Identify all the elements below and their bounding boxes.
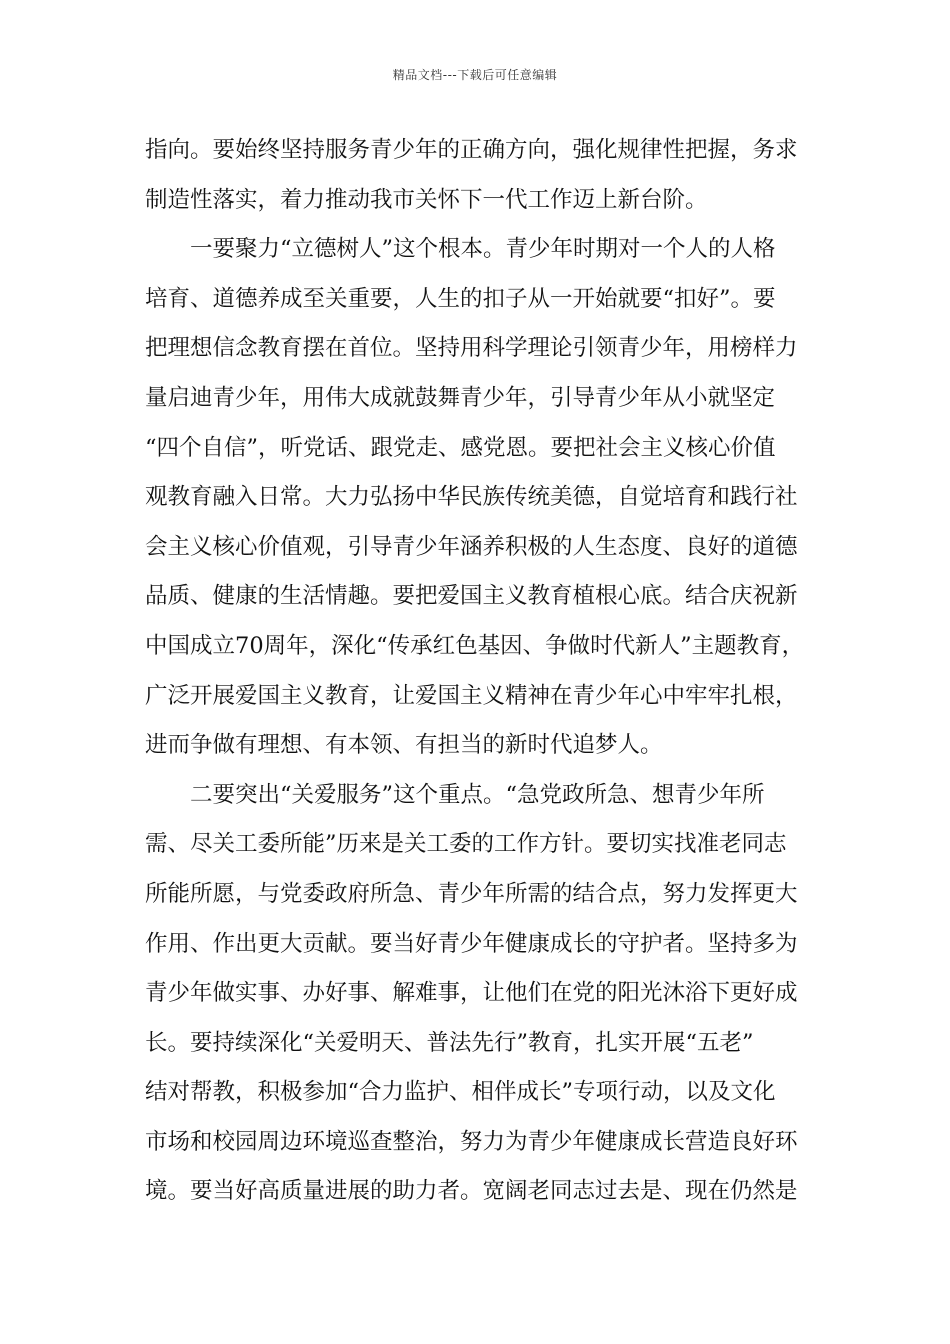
document-body bbox=[145, 126, 825, 1217]
text-line: 青少年做实事、办好事、解难事，让他们在党的阳光沐浴下更好成 bbox=[145, 980, 798, 1007]
text-line: 作用、作出更大贡献。要当好青少年健康成长的守护者。坚持多为 bbox=[145, 930, 798, 957]
text-line: 一要聚力“立德树人”这个根本。青少年时期对一个人的人格 bbox=[145, 236, 776, 263]
text-line: 指向。要始终坚持服务青少年的正确方向，强化规律性把握，务求 bbox=[145, 137, 798, 163]
page-header: 精品文档---下载后可任意编辑 bbox=[392, 68, 558, 82]
text-line: 培育、道德养成至关重要，人生的扣子从一开始就要“扣好”。要 bbox=[145, 285, 776, 312]
text-line: 品质、健康的生活情趣。要把爱国主义教育植根心底。结合庆祝新 bbox=[145, 583, 798, 610]
text-line: 观教育融入日常。大力弘扬中华民族传统美德，自觉培育和践行社 bbox=[145, 484, 798, 511]
text-line: 需、尽关工委所能”历来是关工委的工作方针。要切实找准老同志 bbox=[145, 831, 787, 858]
text-line: 长。要持续深化“关爱明天、普法先行”教育，扎实开展“五老” bbox=[145, 1029, 754, 1056]
text-line: 所能所愿，与党委政府所急、青少年所需的结合点，努力发挥更大 bbox=[145, 880, 798, 907]
text-line: 市场和校园周边环境巡查整治，努力为青少年健康成长营造良好环 bbox=[145, 1128, 798, 1155]
text-line: 二要突出“关爱服务”这个重点。“急党政所急、想青少年所 bbox=[145, 781, 765, 808]
text-line: 会主义核心价值观，引导青少年涵养积极的人生态度、良好的道德 bbox=[145, 533, 798, 560]
text-line: 制造性落实，着力推动我市关怀下一代工作迈上新台阶。 bbox=[145, 186, 708, 213]
text-line: 量启迪青少年，用伟大成就鼓舞青少年，引导青少年从小就坚定 bbox=[145, 384, 776, 411]
text-line: 境。要当好高质量进展的助力者。宽阔老同志过去是、现在仍然是 bbox=[145, 1178, 798, 1205]
text-line: 中国成立70周年，深化“传承红色基因、争做时代新人”主题教育， bbox=[145, 632, 805, 659]
text-line: 结对帮教，积极参加“合力监护、相伴成长”专项行动，以及文化 bbox=[145, 1079, 776, 1106]
text-line: 进而争做有理想、有本领、有担当的新时代追梦人。 bbox=[145, 732, 663, 759]
text-line: 广泛开展爱国主义教育，让爱国主义精神在青少年心中牢牢扎根， bbox=[145, 682, 798, 709]
text-line: 把理想信念教育摆在首位。坚持用科学理论引领青少年，用榜样力 bbox=[145, 335, 798, 362]
text-line: “四个自信”，听党话、跟党走、感党恩。要把社会主义核心价值 bbox=[145, 434, 776, 461]
